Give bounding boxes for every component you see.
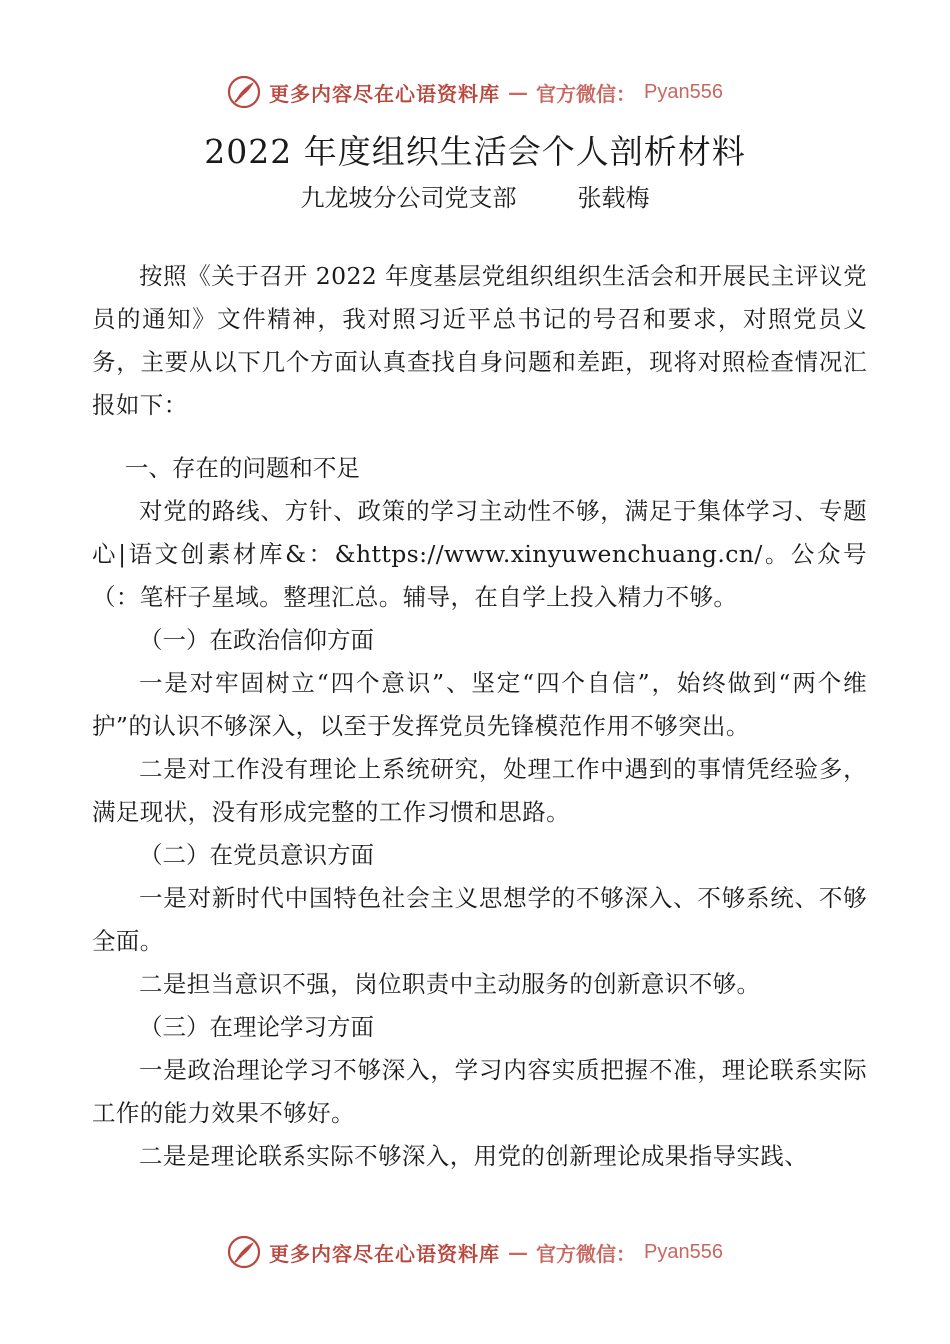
watermark-banner-bottom [0,1230,950,1274]
paragraph: 二是担当意识不强，岗位职责中主动服务的创新意识不够。 [139,970,761,998]
paragraph: 一是对新时代中国特色社会主义思想学的不够深入、不够系统、不够全面。 [92,884,867,955]
watermark-label: 官方微信： [536,81,637,106]
paragraph: 一是对牢固树立“四个意识”、坚定“四个自信”，始终做到“两个维护”的认识不够深入，以至于发挥党员先锋模范作用不够突出。 [92,669,867,740]
watermark-text: 更多内容尽在心语资料库 [269,1241,501,1266]
quill-logo-icon [227,75,261,109]
intro-paragraph: 按照《关于召开 2022 年度基层党组织组织生活会和开展民主评议党员的通知》文件精神，我对照习近平总书记的号召和要求，对照党员义务，主要从以下几个方面认真查找自身问题和差距，现将对照检查情况汇报如下： [92,262,867,419]
watermark-account: Pyan556 [644,1240,723,1263]
subsection-heading-theory-study: （三）在理论学习方面 [139,1013,374,1041]
watermark-account: Pyan556 [644,80,723,103]
watermark-separator: — [508,80,529,104]
document-subtitle: 九龙坡分公司党支部 张载梅 [300,184,650,212]
paragraph: 二是对工作没有理论上系统研究，处理工作中遇到的事情凭经验多，满足现状，没有形成完整的工作习惯和思路。 [92,755,867,826]
paragraph: 一是政治理论学习不够深入，学习内容实质把握不准，理论联系实际工作的能力效果不够好。 [92,1056,867,1127]
watermark-separator: — [508,1240,529,1264]
watermark-banner-top [0,70,950,114]
paragraph: 二是是理论联系实际不够深入，用党的创新理论成果指导实践、 [139,1142,809,1170]
subsection-heading-political: （一）在政治信仰方面 [139,626,374,654]
document-title: 2022 年度组织生活会个人剖析材料 [204,132,746,171]
section-intro-paragraph: 对党的路线、方针、政策的学习主动性不够，满足于集体学习、专题心|语文创素材库&：&https://www.xinyuwenchuang.cn/。公众号（：笔杆子星域。整理汇总。辅导，在自学上投入精力不够。 [92,497,867,611]
spacer [92,427,867,447]
watermark-text: 更多内容尽在心语资料库 [269,81,501,106]
quill-logo-icon [227,1235,261,1269]
watermark-label: 官方微信： [536,1241,637,1266]
section-heading: 一、存在的问题和不足 [124,454,360,482]
subsection-heading-party-awareness: （二）在党员意识方面 [139,841,374,869]
document-body [92,255,867,1178]
